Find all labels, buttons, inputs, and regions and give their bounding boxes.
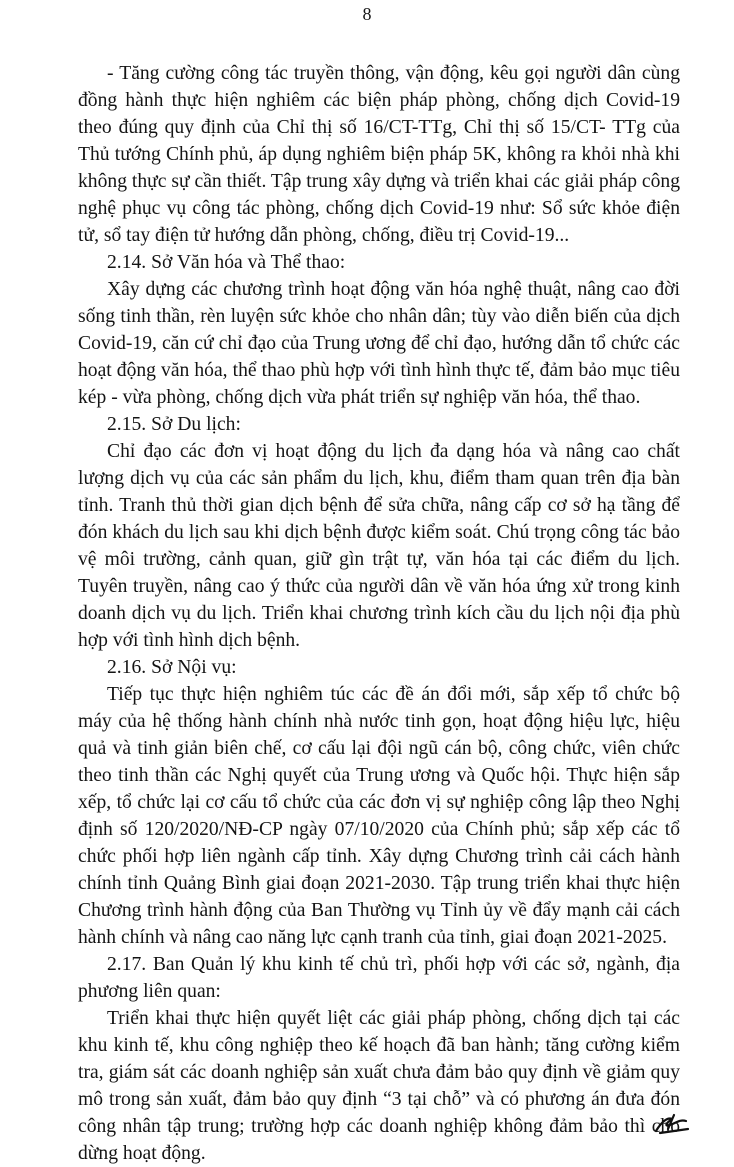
paragraph-communication: - Tăng cường công tác truyền thông, vận động, kêu gọi người dân cùng đồng hành thực hiện nghiêm các biện pháp phòng, chống dịch Covid-19 theo đúng quy định của Chỉ thị số 16/CT-TTg, Chỉ thị số 15/CT- TTg của Thủ tướng Chính phủ, áp dụng nghiêm biện pháp 5K, không ra khỏi nhà khi không thực sự cần thiết. Tập trung xây dựng và triển khai các giải pháp công nghệ phục vụ công tác phòng, chống dịch Covid-19 như: Sổ sức khỏe điện tử, sổ tay điện tử hướng dẫn phòng, chống, điều trị Covid-19... — [78, 63, 680, 246]
section-heading-2-14: 2.14. Sở Văn hóa và Thể thao: — [107, 252, 346, 273]
paragraph-economic-zone: Triển khai thực hiện quyết liệt các giải pháp phòng, chống dịch tại các khu kinh tế, khu công nghiệp theo kế hoạch đã ban hành; tăng cường kiểm tra, giám sát các doanh nghiệp sản xuất chưa đảm bảo quy định về giảm quy mô trong sản xuất, đảm bảo quy định “3 tại chỗ” và có phương án đưa đón công nhân tập trung; trường hợp các doanh nghiệp không đảm bảo thì cho dừng hoạt động. — [78, 1008, 680, 1164]
paragraph-culture-sports: Xây dựng các chương trình hoạt động văn hóa nghệ thuật, nâng cao đời sống tinh thần, rèn luyện sức khỏe cho nhân dân; tùy vào diễn biến của dịch Covid-19, căn cứ chỉ đạo của Trung ương để chỉ đạo, hướng dẫn tổ chức các hoạt động văn hóa, thể thao phù hợp với tình hình thực tế, đảm bảo mục tiêu kép - vừa phòng, chống dịch vừa phát triển sự nghiệp văn hóa, thể thao. — [78, 279, 680, 408]
section-heading-2-16: 2.16. Sở Nội vụ: — [107, 657, 237, 678]
document-body — [78, 60, 680, 1167]
initials-signature — [652, 1111, 694, 1137]
section-heading-2-17: 2.17. Ban Quản lý khu kinh tế chủ trì, phối hợp với các sở, ngành, địa phương liên quan: — [78, 954, 680, 1002]
paragraph-home-affairs: Tiếp tục thực hiện nghiêm túc các đề án đổi mới, sắp xếp tổ chức bộ máy của hệ thống hành chính nhà nước tinh gọn, hoạt động hiệu lực, hiệu quả và tinh giản biên chế, cơ cấu lại đội ngũ cán bộ, công chức, viên chức theo tinh thần các Nghị quyết của Trung ương và Quốc hội. Thực hiện sắp xếp, tổ chức lại cơ cấu tổ chức của các đơn vị sự nghiệp công lập theo Nghị định số 120/2020/NĐ-CP ngày 07/10/2020 của Chính phủ; sắp xếp các tổ chức phối hợp liên ngành cấp tỉnh. Xây dựng Chương trình cải cách hành chính tỉnh Quảng Bình giai đoạn 2021-2030. Tập trung triển khai thực hiện Chương trình hành động của Ban Thường vụ Tỉnh ủy về đẩy mạnh cải cách hành chính và nâng cao năng lực cạnh tranh của tỉnh, giai đoạn 2021-2025. — [78, 684, 680, 948]
page-number: 8 — [362, 4, 372, 24]
section-heading-2-15: 2.15. Sở Du lịch: — [107, 414, 241, 435]
paragraph-tourism: Chỉ đạo các đơn vị hoạt động du lịch đa dạng hóa và nâng cao chất lượng dịch vụ của các sản phẩm du lịch, khu, điểm tham quan trên địa bàn tỉnh. Tranh thủ thời gian dịch bệnh để sửa chữa, nâng cấp cơ sở hạ tầng để đón khách du lịch sau khi dịch bệnh được kiểm soát. Chú trọng công tác bảo vệ môi trường, cảnh quan, giữ gìn trật tự, văn hóa tại các điểm du lịch. Tuyên truyền, nâng cao ý thức của người dân về văn hóa ứng xử trong kinh doanh dịch vụ du lịch. Triển khai chương trình kích cầu du lịch nội địa phù hợp với tình hình dịch bệnh. — [78, 441, 680, 651]
